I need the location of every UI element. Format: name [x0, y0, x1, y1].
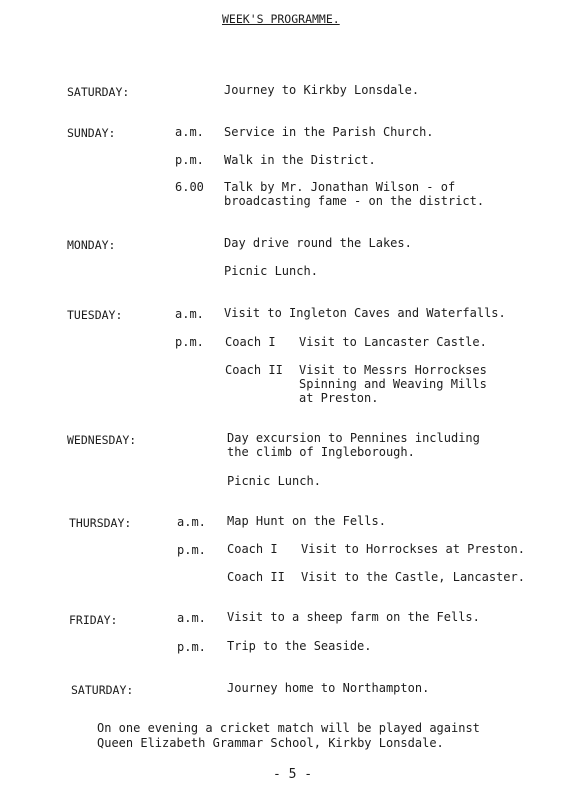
page-title: WEEK'S PROGRAMME.: [222, 12, 340, 26]
page-number: - 5 -: [273, 767, 313, 782]
friday-pm-label: p.m.: [177, 640, 206, 654]
thursday-coach2-activity: Visit to the Castle, Lancaster.: [301, 570, 525, 584]
closing-note-line2: Queen Elizabeth Grammar School, Kirkby Lonsdale.: [97, 736, 444, 750]
tuesday-coach2-activity-line3: at Preston.: [299, 391, 379, 405]
monday-lunch: Picnic Lunch.: [224, 264, 318, 278]
monday-activity: Day drive round the Lakes.: [224, 236, 412, 250]
sunday-am-activity: Service in the Parish Church.: [224, 125, 434, 139]
friday-am-activity: Visit to a sheep farm on the Fells.: [227, 610, 480, 624]
tuesday-coach2-label: Coach II: [225, 363, 283, 377]
thursday-coach1-activity: Visit to Horrockses at Preston.: [301, 542, 525, 556]
tuesday-am-activity: Visit to Ingleton Caves and Waterfalls.: [224, 306, 506, 320]
friday-am-label: a.m.: [177, 611, 206, 625]
tuesday-coach2-activity-line2: Spinning and Weaving Mills: [299, 377, 487, 391]
thursday-am-activity: Map Hunt on the Fells.: [227, 514, 386, 528]
thursday-pm-label: p.m.: [177, 543, 206, 557]
sunday-evening-time: 6.00: [175, 180, 204, 194]
day-label-monday: MONDAY:: [67, 238, 116, 252]
wednesday-lunch: Picnic Lunch.: [227, 474, 321, 488]
tuesday-coach2-activity-line1: Visit to Messrs Horrockses: [299, 363, 487, 377]
saturday-return-activity: Journey home to Northampton.: [227, 681, 430, 695]
tuesday-pm-label: p.m.: [175, 335, 204, 349]
tuesday-coach1-activity: Visit to Lancaster Castle.: [299, 335, 487, 349]
wednesday-activity-line2: the climb of Ingleborough.: [227, 445, 415, 459]
sunday-evening-activity-line2: broadcasting fame - on the district.: [224, 194, 485, 208]
thursday-am-label: a.m.: [177, 515, 206, 529]
sunday-pm-activity: Walk in the District.: [224, 153, 376, 167]
sunday-evening-activity-line1: Talk by Mr. Jonathan Wilson - of: [224, 180, 456, 194]
tuesday-coach1-label: Coach I: [225, 335, 276, 349]
day-label-tuesday: TUESDAY:: [67, 308, 123, 322]
closing-note-line1: On one evening a cricket match will be played against: [97, 721, 480, 735]
saturday-arrival-activity: Journey to Kirkby Lonsdale.: [224, 83, 420, 97]
day-label-wednesday: WEDNESDAY:: [67, 433, 137, 447]
tuesday-am-label: a.m.: [175, 307, 204, 321]
thursday-coach2-label: Coach II: [227, 570, 285, 584]
day-label-saturday-arrival: SATURDAY:: [67, 85, 130, 99]
day-label-saturday-return: SATURDAY:: [71, 683, 134, 697]
thursday-coach1-label: Coach I: [227, 542, 278, 556]
sunday-am-label: a.m.: [175, 125, 204, 139]
day-label-sunday: SUNDAY:: [67, 126, 116, 140]
sunday-pm-label: p.m.: [175, 153, 204, 167]
day-label-friday: FRIDAY:: [69, 613, 118, 627]
friday-pm-activity: Trip to the Seaside.: [227, 639, 372, 653]
wednesday-activity-line1: Day excursion to Pennines including: [227, 431, 480, 445]
day-label-thursday: THURSDAY:: [69, 516, 132, 530]
